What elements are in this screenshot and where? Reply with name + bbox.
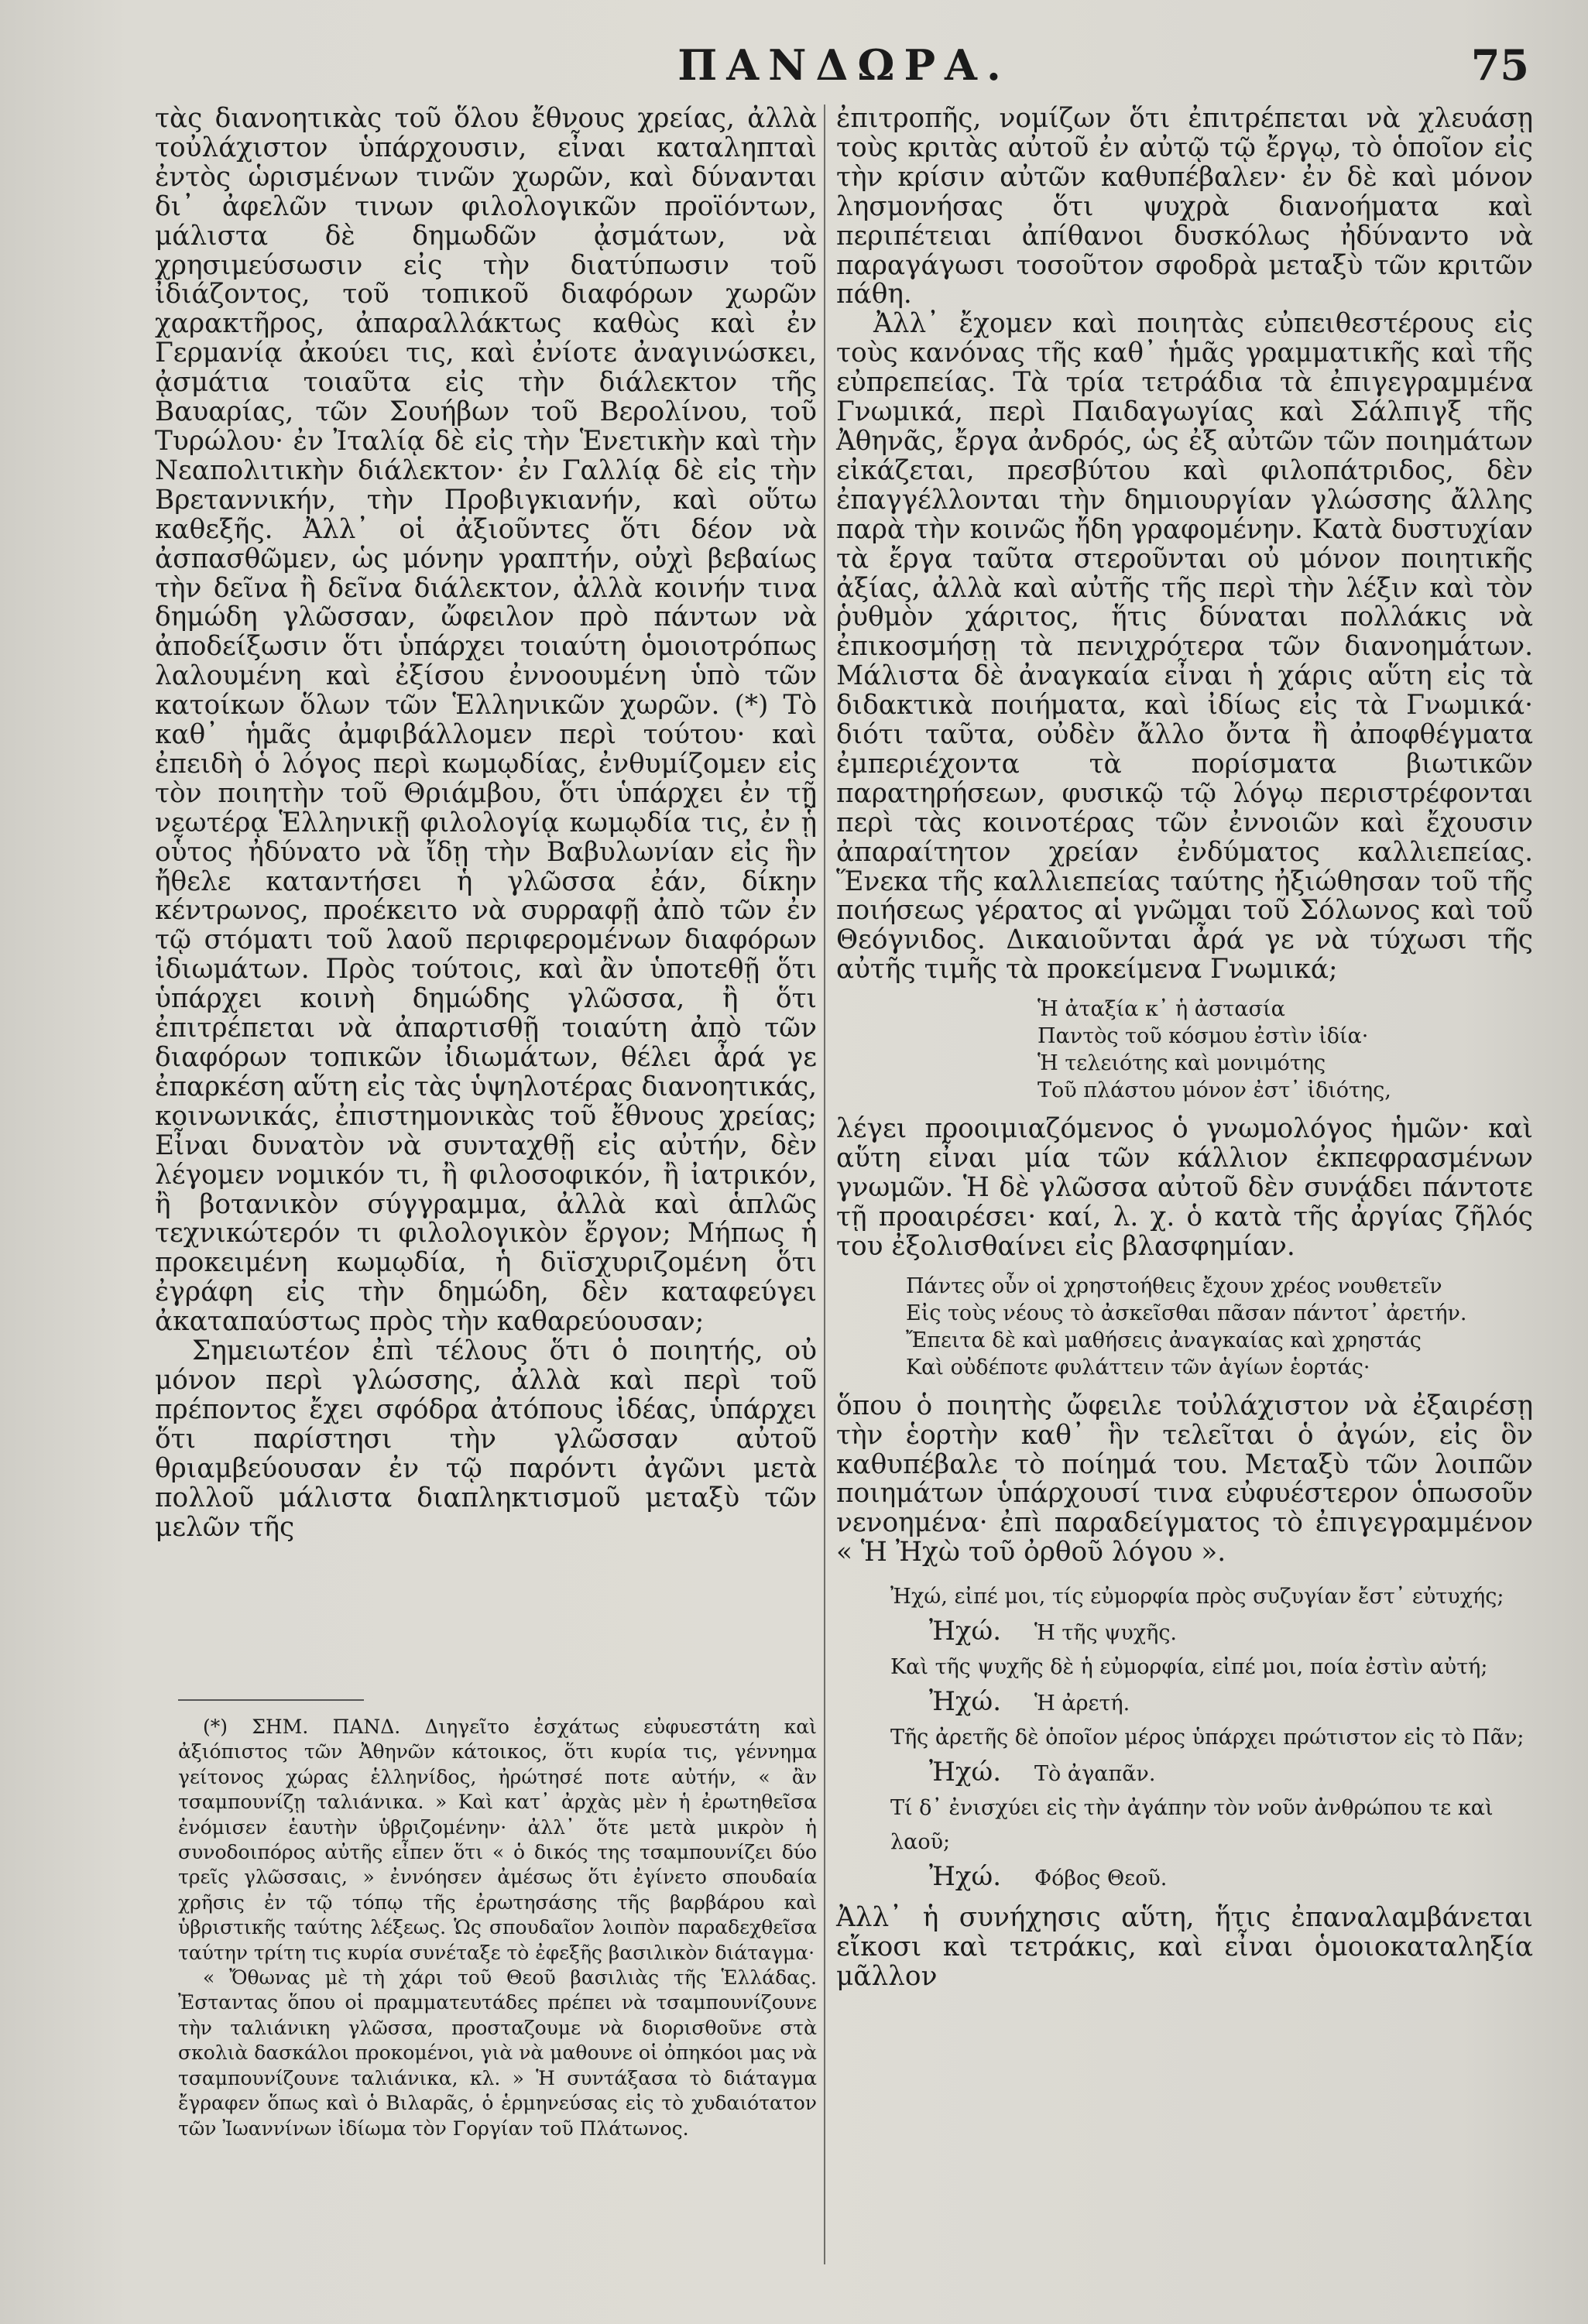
dialogue-echo <box>836 1755 1533 1791</box>
paragraph: ὅπου ὁ ποιητὴς ὤφειλε τοὐλάχιστον νὰ ἐξαιρέσῃ τὴν ἑορτὴν καθ᾽ ἣν τελεῖται ὁ ἀγών, εἰς ὃν καθυπέβαλε τὸ ποίημά του. Μεταξὺ τῶν λοιπῶν ποιημάτων ὑπάρχουσί τινα εὐφυέστερον ὁπωσοῦν νενοημένα· ἐπὶ παραδείγματος τὸ ἐπιγεγραμμένον « Ἡ Ἠχὼ τοῦ ὀρθοῦ λόγου ». <box>836 1390 1533 1568</box>
paragraph: Σημειωτέον ἐπὶ τέλους ὅτι ὁ ποιητής, οὐ μόνον περὶ γλώσσης, ἀλλὰ καὶ περὶ τοῦ πρέποντος ἔχει σφόδρα ἀτόπους ἰδέας, ὑπάρχει ὅτι παρίστησι τὴν γλῶσσαν αὐτοῦ θριαμβεύουσαν ἐν τῷ παρόντι ἀγῶνι μετὰ πολλοῦ μάλιστα διαπληκτισμοῦ μεταξὺ τῶν μελῶν τῆς <box>155 1335 817 1543</box>
page-header <box>151 40 1537 94</box>
dialogue-echo <box>836 1685 1533 1721</box>
dialogue-line: Καὶ τῆς ψυχῆς δὲ ἡ εὐμορφία, εἰπέ μοι, ποία ἐστὶν αὐτή; <box>890 1655 1488 1680</box>
echo-answer: Φόβος Θεοῦ. <box>1034 1866 1168 1891</box>
footnote-paragraph: « Ὄθωνας μὲ τὴ χάρι τοῦ Θεοῦ βασιλιὰς τῆς Ἑλλάδας. Ἐσταντας ὅπου οἱ πραμματευτάδες πρέπει νὰ τσαμπουνίζουνε τὴν ταλιάνικη γλῶσσα, προσταζουμε νὰ διορισθοῦνε στὰ σκολιὰ δασκάλοι προκομένοι, γιὰ νὰ μαθουνε οἱ ὀπηκόοι μας νὰ τσαμπουνίζουνε ταλιάνικα, κλ. » Ἡ συντάξασα τὸ διάταγμα ἔγραφεν ὅπως καὶ ὁ Βιλαρᾶς, ὁ ἑρμηνεύσας εἰς τὸ χυδαιότατον τῶν Ἰωαννίνων ἰδίωμα τὸν Γοργίαν τοῦ Πλάτωνος. <box>178 1966 817 2140</box>
echo-answer: Τὸ ἀγαπᾶν. <box>1034 1762 1156 1787</box>
dialogue-echo <box>836 1860 1533 1896</box>
echo-answer: Ἡ ἀρετή. <box>1034 1692 1130 1716</box>
paragraph: ἐπιτροπῆς, νομίζων ὅτι ἐπιτρέπεται νὰ χλευάσῃ τοὺς κριτὰς αὐτοῦ ἐν αὐτῷ τῷ ἔργῳ, τὸ ὁποῖον εἰς τὴν κρίσιν αὐτῶν καθυπέβαλεν· ἐν δὲ καὶ μόνον λησμονήσας ὅτι ψυχρὰ διανοήματα καὶ περιπέτειαι ἀπίθανοι δυσκόλως ἠδύναντο νὰ παραγάγωσι τοσοῦτον σφοδρὰ μεταξὺ τῶν κριτῶν πάθη. <box>836 103 1533 310</box>
verse-quote <box>836 1273 1533 1381</box>
dialogue-echo <box>836 1614 1533 1650</box>
dialogue-line: Τί δ᾽ ἐνισχύει εἰς τὴν ἀγάπην τὸν νοῦν ἀνθρώπου τε καὶ λαοῦ; <box>890 1796 1494 1855</box>
paragraph: Ἀλλ᾽ ἡ συνήχησις αὕτη, ἥτις ἐπαναλαμβάνεται εἴκοσι καὶ τετράκις, καὶ εἶναι ὁμοιοκαταληξία μᾶλλον <box>836 1902 1533 1992</box>
left-column <box>155 105 817 1542</box>
verse-line: Πάντες οὖν οἱ χρηστοήθεις ἔχουν χρέος νουθετεῖν <box>906 1273 1442 1298</box>
footnote-paragraph: (*) ΣΗΜ. ΠΑΝΔ. Διηγεῖτο ἐσχάτως εὐφυεστάτη καὶ ἀξιόπιστος τῶν Ἀθηνῶν κάτοικος, ὅτι κυρία τις, γέννημα γείτονος χώρας ἑλληνίδος, ἠρώτησέ ποτε αὐτήν, « ἂν τσαμπουνίζῃ ταλιάνικα. » Καὶ κατ᾽ ἀρχὰς μὲν ἡ ἐρωτηθεῖσα ἐνόμισεν ἑαυτὴν ὑβριζομένην· ἀλλ᾽ ὅτε μετὰ μικρὸν ἡ συνοδοιπόρος αὐτῆς εἶπεν ὅτι « ὁ δικός της τσαμπουνίζει δύο τρεῖς γλῶσσαις, » ἐννόησεν ἀμέσως ὅτι ἐγίνετο σπουδαία χρῆσις ἐν τῷ τόπῳ τῆς ἐρωτησάσης τῆς βαρβάρου καὶ ὑβριστικῆς ταύτης λέξεως. Ὡς σπουδαῖον λοιπὸν παραδεχθεῖσα ταύτην τρίτη τις κυρία συνέταξε τὸ ἐφεξῆς βασιλικὸν διάταγμα· <box>178 1716 817 1964</box>
verse-quote <box>836 996 1533 1104</box>
echo-speaker: Ἠχώ. <box>929 1686 1002 1718</box>
verse-line: Εἰς τοὺς νέους τὸ ἀσκεῖσθαι πᾶσαν πάντοτ᾽ ἀρετήν. <box>906 1301 1467 1325</box>
verse-line: Ἡ τελειότης καὶ μονιμότης <box>1038 1051 1326 1076</box>
echo-dialogue <box>836 1580 1533 1896</box>
footnotes <box>178 1715 817 2141</box>
verse-line: Ἔπειτα δὲ καὶ μαθήσεις ἀναγκαίας καὶ χρηστάς <box>906 1328 1422 1352</box>
verse-line: Καὶ οὐδέποτε φυλάττειν τῶν ἁγίων ἑορτάς· <box>906 1355 1370 1380</box>
echo-speaker: Ἠχώ. <box>929 1757 1002 1788</box>
paragraph: τὰς διανοητικὰς τοῦ ὅλου ἔθνους χρείας, ἀλλὰ τοὐλάχιστον ὑπάρχουσιν, εἶναι καταληπταὶ ἐντὸς ὡρισμένων τινῶν χωρῶν, καὶ δύνανται δι᾽ ἀφελῶν τινων φιλολογικῶν προϊόντων, μάλιστα δὲ δημωδῶν ᾀσμάτων, νὰ χρησιμεύσωσιν εἰς τὴν διατύπωσιν τοῦ ἰδιάζοντος, τοῦ τοπικοῦ διαφόρων χωρῶν χαρακτῆρος, ἀπαραλλάκτως καθὼς καὶ ἐν Γερμανίᾳ ἀκούει τις, καὶ ἐνίοτε ἀναγινώσκει, ᾀσμάτια τοιαῦτα εἰς τὴν διάλεκτον τῆς Βαυαρίας, τῶν Σουήβων τοῦ Βερολίνου, τοῦ Τυρώλου· ἐν Ἰταλίᾳ δὲ εἰς τὴν Ἑνετικὴν καὶ τὴν Νεαπολιτικὴν διάλεκτον· ἐν Γαλλίᾳ δὲ εἰς τὴν Βρεταννικήν, τὴν Προβιγκιανήν, καὶ οὕτω καθεξῆς. Ἀλλ᾽ οἱ ἀξιοῦντες ὅτι δέον νὰ ἀσπασθῶμεν, ὡς μόνην γραπτήν, οὐχὶ βεβαίως τὴν δεῖνα ἢ δεῖνα διάλεκτον, ἀλλὰ κοινήν τινα δημώδη γλῶσσαν, ὤφειλον πρὸ πάντων νὰ ἀποδείξωσιν ὅτι ὑπάρχει τοιαύτη ὁμοιοτρόπως λαλουμένη καὶ ἐξίσου ἐννοουμένη ὑπὸ τῶν κατοίκων ὅλων τῶν Ἑλληνικῶν χωρῶν. (*) Τὸ καθ᾽ ἡμᾶς ἀμφιβάλλομεν περὶ τούτου· καὶ ἐπειδὴ ὁ λόγος περὶ κωμῳδίας, ἐνθυμίζομεν εἰς τὸν ποιητὴν τοῦ Θριάμβου, ὅτι ὑπάρχει ἐν τῇ νεωτέρᾳ Ἑλληνικῇ φιλολογίᾳ κωμῳδία τις, ἐν ᾗ οὗτος ἠδύνατο νὰ ἴδῃ τὴν Βαβυλωνίαν εἰς ἣν ἤθελε καταντήσει ἡ γλῶσσα ἐάν, δίκην κέντρωνος, προέκειτο νὰ συρραφῇ ἀπὸ τῶν ἐν τῷ στόματι τοῦ λαοῦ περιφερομένων διαφόρων ἰδιωμάτων. Πρὸς τούτοις, καὶ ἂν ὑποτεθῇ ὅτι ὑπάρχει κοινὴ δημώδης γλῶσσα, ἢ ὅτι ἐπιτρέπεται νὰ ἀπαρτισθῇ τοιαύτη ἀπὸ τῶν διαφόρων τοπικῶν ἰδιωμάτων, θέλει ἆρά γε ἐπαρκέση αὕτη εἰς τὰς ὑψηλοτέρας διανοητικάς, κοινωνικάς, ἐπιστημονικὰς τοῦ ἔθνους χρείας; Εἶναι δυνατὸν νὰ συνταχθῇ εἰς αὐτήν, δὲν λέγομεν νομικόν τι, ἢ φιλοσοφικόν, ἢ ἰατρικόν, ἢ βοτανικὸν σύγγραμμα, ἀλλὰ καὶ ἁπλῶς τεχνικώτερόν τι φιλολογικὸν ἔργον; Μήπως ἡ προκειμένη κωμῳδία, ἡ διϊσχυριζομένη ὅτι ἐγράφη εἰς τὴν δημώδη, δὲν καταφεύγει ἀκαταπαύστως πρὸς τὴν καθαρεύουσαν; <box>155 103 817 1338</box>
verse-line: Παντὸς τοῦ κόσμου ἐστὶν ἰδία· <box>1038 1024 1369 1049</box>
right-column <box>836 105 1533 1992</box>
dialogue-line: Τῆς ἀρετῆς δὲ ὁποῖον μέρος ὑπάρχει πρώτιστον εἰς τὸ Πᾶν; <box>890 1726 1525 1750</box>
echo-speaker: Ἠχώ. <box>929 1861 1002 1893</box>
dialogue-line: Ἠχώ, εἰπέ μοι, τίς εὐμορφία πρὸς συζυγίαν ἔστ᾽ εὐτυχής; <box>890 1585 1504 1609</box>
running-title: ΠΑΝΔΩΡΑ. <box>677 40 1010 90</box>
paragraph: Ἀλλ᾽ ἔχομεν καὶ ποιητὰς εὐπειθεστέρους εἰς τοὺς κανόνας τῆς καθ᾽ ἡμᾶς γραμματικῆς καὶ τῆς εὐπρεπείας. Τὰ τρία τετράδια τὰ ἐπιγεγραμμένα Γνωμικά, περὶ Παιδαγωγίας καὶ Σάλπιγξ τῆς Ἀθηνᾶς, ἔργα ἀνδρός, ὡς ἐξ αὐτῶν τῶν ποιημάτων εἰκάζεται, πρεσβύτου καὶ φιλοπάτριδος, δὲν ἐπαγγέλλονται τὴν δημιουργίαν γλώσσης ἄλλης παρὰ τὴν κοινῶς ἤδη γραφομένην. Κατὰ δυστυχίαν τὰ ἔργα ταῦτα στεροῦνται οὐ μόνον ποιητικῆς ἀξίας, ἀλλὰ καὶ αὐτῆς τῆς περὶ τὴν λέξιν καὶ τὸν ῥυθμὸν χάριτος, ἥτις δύναται πολλάκις νὰ ἐπικοσμήσῃ τὰ πενιχρότερα τῶν διανοημάτων. Μάλιστα δὲ ἀναγκαία εἶναι ἡ χάρις αὕτη εἰς τὰ διδακτικὰ ποιήματα, καὶ ἰδίως εἰς τὰ Γνωμικά· διότι ταῦτα, οὐδὲν ἄλλο ὄντα ἢ ἀποφθέγματα ἐμπεριέχοντα τὰ πορίσματα βιωτικῶν παρατηρήσεων, φυσικῷ τῷ λόγῳ περιστρέφονται περὶ τὰς κοινοτέρας τῶν ἐννοιῶν καὶ ἔχουσιν ἀπαραίτητον χρείαν ἐνδύματος καλλιεπείας. Ἕνεκα τῆς καλλιεπείας ταύτης ἠξιώθησαν τοῦ τῆς ποιήσεως γέρατος αἱ γνῶμαι τοῦ Σόλωνος καὶ τοῦ Θεόγνιδος. Δικαιοῦνται ἆρά γε νὰ τύχωσι τῆς αὐτῆς τιμῆς τὰ προκείμενα Γνωμικά; <box>836 308 1533 985</box>
footnote-rule <box>178 1699 364 1701</box>
page-number: 75 <box>1470 40 1529 90</box>
echo-speaker: Ἠχώ. <box>929 1616 1002 1647</box>
verse-line: Ἡ ἀταξία κ᾽ ἡ ἀστασία <box>1038 997 1285 1022</box>
column-divider <box>824 105 825 2264</box>
paragraph: λέγει προοιμιαζόμενος ὁ γνωμολόγος ἡμῶν· καὶ αὕτη εἶναι μία τῶν κάλλιον ἐκπεφρασμένων γνωμῶν. Ἡ δὲ γλῶσσα αὐτοῦ δὲν συνᾴδει πάντοτε τῇ προαιρέσει· καί, λ. χ. ὁ κατὰ τῆς ἀργίας ζῆλός του ἐξολισθαίνει εἰς βλασφημίαν. <box>836 1113 1533 1262</box>
verse-line: Τοῦ πλάστου μόνον ἐστ᾽ ἰδιότης, <box>1038 1078 1391 1103</box>
echo-answer: Ἡ τῆς ψυχῆς. <box>1034 1621 1178 1646</box>
